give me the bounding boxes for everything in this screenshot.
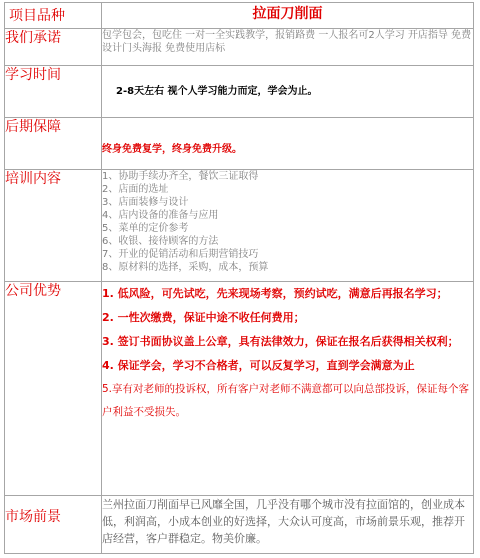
list-item: 2、店面的选址 xyxy=(102,184,169,195)
promise-text: 包学包会，包吃住 一对一全实践教学，报销路费 一人报名可2人学习 开店指导 免费设计门头海报 免费使用店标 xyxy=(102,30,472,54)
list-item: 5、菜单的定价参考 xyxy=(102,223,189,234)
label-project: 项目品种 xyxy=(5,3,102,29)
advantage-item: 2. 一性次缴费，保证中途不收任何费用； xyxy=(102,311,305,324)
label-promise: 我们承诺 xyxy=(5,29,102,66)
advantage-item: 1. 低风险，可先试吃，先来现场考察，预约试吃，满意后再报名学习； xyxy=(102,287,448,300)
study-time-cell xyxy=(102,66,474,118)
advantage-cell xyxy=(102,282,474,496)
label-guarantee: 后期保障 xyxy=(5,118,102,170)
row-study-time xyxy=(5,66,474,118)
label-training: 培训内容 xyxy=(5,170,102,282)
guarantee-text: 终身免费复学，终身免费升级。 xyxy=(102,144,242,155)
market-text: 兰州拉面刀削面早已风靡全国，几乎没有哪个城市没有拉面馆的，创业成本低，利润高，小成本创业的好选择，大众认可度高，市场前景乐观，推荐开店经营，客户群稳定。物美价廉。 xyxy=(102,498,465,545)
list-item: 1、协助手续办齐全，餐饮三证取得 xyxy=(102,171,259,182)
label-advantage: 公司优势 xyxy=(5,282,102,496)
training-cell xyxy=(102,170,474,282)
study-time-text: 2-8天左右 视个人学习能力而定，学会为止。 xyxy=(116,86,318,97)
label-market: 市场前景 xyxy=(5,496,102,554)
guarantee-cell xyxy=(102,118,474,170)
promise-cell xyxy=(102,29,474,66)
row-project xyxy=(5,3,474,29)
label-study-time: 学习时间 xyxy=(5,66,102,118)
advantage-item: 5.享有对老师的投诉权，所有客户对老师不满意都可以向总部投诉，保证每个客户利益不受损失。 xyxy=(102,383,470,418)
list-item: 6、收银、接待顾客的方法 xyxy=(102,236,219,247)
project-info-table xyxy=(4,2,474,554)
row-training xyxy=(5,170,474,282)
advantage-item: 4. 保证学会，学习不合格者，可以反复学习，直到学会满意为止 xyxy=(102,359,415,372)
row-market xyxy=(5,496,474,554)
advantage-item: 3. 签订书面协议盖上公章，具有法律效力，保证在报名后获得相关权利； xyxy=(102,335,459,348)
list-item: 7、开业的促销活动和后期营销技巧 xyxy=(102,249,259,260)
list-item: 8、原材料的选择，采购，成本，预算 xyxy=(102,262,269,273)
list-item: 3、店面装修与设计 xyxy=(102,197,189,208)
row-advantage xyxy=(5,282,474,496)
row-guarantee xyxy=(5,118,474,170)
market-cell xyxy=(102,496,474,554)
project-title-cell xyxy=(102,3,474,29)
list-item: 4、店内设备的准备与应用 xyxy=(102,210,219,221)
project-title: 拉面刀削面 xyxy=(252,6,323,22)
row-promise xyxy=(5,29,474,66)
